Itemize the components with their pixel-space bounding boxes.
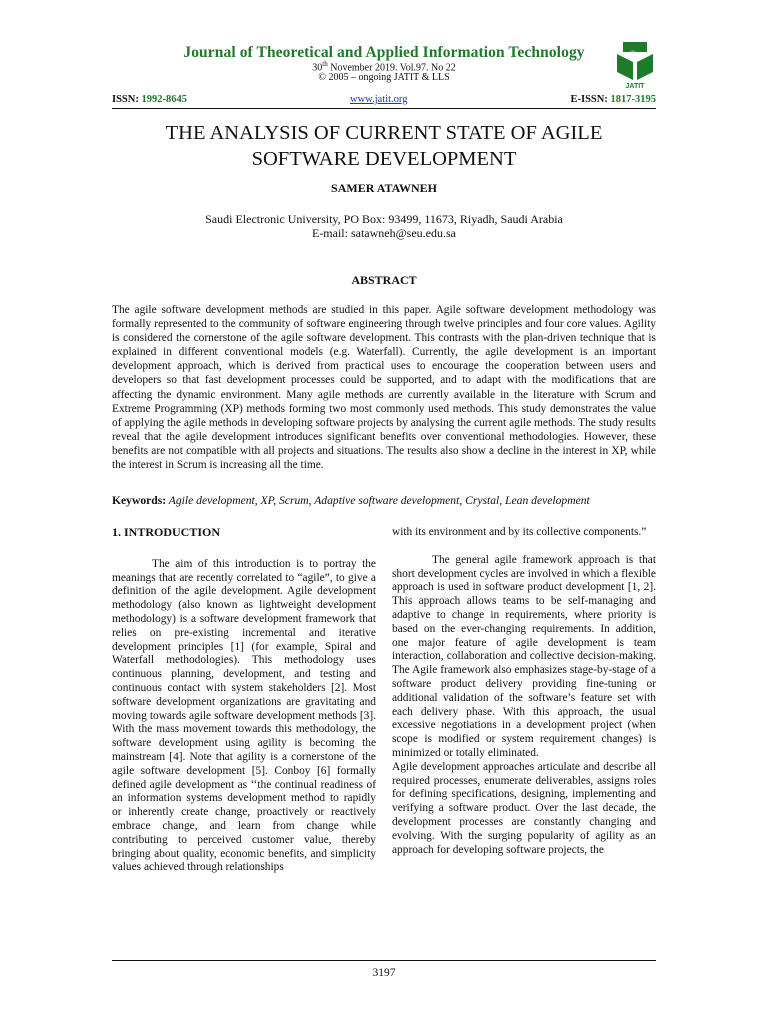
paper-title (112, 120, 656, 172)
affiliation-text: Saudi Electronic University, PO Box: 93499, 11673, Riyadh, Saudi Arabia (205, 212, 563, 226)
eissn-value: 1817-3195 (610, 94, 656, 105)
abstract-text: The agile software development methods are studied in this paper. Agile software development methodology was formally represented to the community of software engineering through twelve principles and four core values. Agility is considered the cornerstone of the agile software development. This contrasts with the plan-driven technique that is explained in different conventional models (e.g. Waterfall). Currently, the agile development is an important development approach, which is derived from practical uses to encourage the cooperation between users and developers so that fast development processes could be supported, and to adapt with the modifications that are affecting the dynamic environment. Many agile methods are currently available in the literature with Scrum and Extreme Programming (XP) methods forming two most commonly used methods. This study demonstrates the value of applying the agile methods in developing software projects by analysing the current agile methods. The study results reveal that the agile development introduces significant benefits over conventional methodologies. However, these benefits are not compatible with all projects and situations. The results also show a decline in the interest in XP, while the interest in Scrum is increasing all the time. (112, 304, 656, 472)
paper-title-line-2: SOFTWARE DEVELOPMENT (251, 148, 517, 170)
intro-paragraph-1: The aim of this introduction is to portray the meanings that are recently correlated to “agile”, to give a definition of the agile development. Agile development methodology (also known as lightweight development methodology) is a software development framework that relies on pre-existing incremental and iterative development principles [1] (for example, Spiral and Waterfall methodologies). This methodology uses continuous planning, development, and testing and continuous contact with system stakeholders [2]. Most software development organizations are gravitating and moving towards agile software development methods [3]. With the mass movement towards this methodology, the software development using agility is becoming the mainstream [4]. Note that agility is a cornerstone of the agile software development [5]. Conboy [6] formally defined agile development as ‘‘the continual readiness of an information systems development method to rapidly or inherently create change, proactively or reactively embrace change, and learn from change while contributing to perceived customer value, thereby bringing about quality, economic benefits, and simplicity values achieved through relationships (112, 557, 376, 874)
logo-text: JATIT (625, 83, 645, 90)
footer-divider (112, 960, 656, 961)
page-number: 3197 (372, 967, 396, 979)
journal-title: Journal of Theoretical and Applied Information Technology (183, 44, 585, 61)
eissn (571, 94, 656, 105)
paper-title-line-1: THE ANALYSIS OF CURRENT STATE OF AGILE (165, 122, 603, 144)
paragraph-gap (392, 540, 656, 554)
logo-top-block (623, 42, 647, 52)
eissn-label: E-ISSN: (570, 94, 611, 105)
section-heading-introduction: 1. INTRODUCTION (112, 525, 221, 539)
journal-website-link[interactable]: www.jatit.org (350, 94, 408, 105)
issue-day-suffix: th (322, 60, 328, 68)
header-divider (112, 108, 656, 109)
issn-value: 1992-8645 (141, 94, 187, 105)
copyright-line: © 2005 – ongoing JATIT & LLS (318, 72, 450, 83)
issn (112, 94, 187, 105)
author-email: E-mail: satawneh@seu.edu.sa (311, 226, 456, 240)
abstract-heading: ABSTRACT (351, 273, 417, 287)
issn-bar (112, 94, 656, 105)
right-column (392, 526, 656, 857)
keywords (112, 494, 656, 508)
author-name: SAMER ATAWNEH (331, 181, 437, 195)
left-column (112, 526, 376, 875)
issue-details: November 2019. Vol.97. No 22 (327, 62, 456, 74)
jatit-logo-icon (613, 40, 657, 90)
intro-paragraph-2: The general agile framework approach is that short development cycles are involved in which a flexible approach is used in software product development [1, 2]. This approach allows teams to be self-managing and adaptive to change in requirements, where priority is based on the ever-changing requirements. In addition, one major feature of agile development is team interaction, collaboration and collective decision-making. The Agile framework also emphasizes stage-by-stage of a software product delivery providing fine-tuning or additional validation of the software’s feature set with each delivery phase. With this approach, the usual excessive negotiations in a development project (when scope is modified or system requirement changes) is minimized or totally eliminated. (392, 553, 656, 759)
intro-quote-continuation: with its environment and by its collective components.” (392, 526, 647, 538)
issue-day: 30 (312, 62, 323, 74)
intro-paragraph-3: Agile development approaches articulate and describe all required processes, enumerate deliverables, assigns roles for defining specifications, designing, implementing and verifying a software product. Over the last decade, the development processes are constantly changing and evolving. With the surging popularity of agility as an approach for developing software projects, the (392, 760, 656, 856)
author-affiliation (0, 212, 768, 240)
keywords-label: Keywords: (112, 494, 167, 507)
keywords-list: Agile development, XP, Scrum, Adaptive software development, Crystal, Lean development (166, 494, 590, 507)
issn-label: ISSN: (112, 94, 142, 105)
